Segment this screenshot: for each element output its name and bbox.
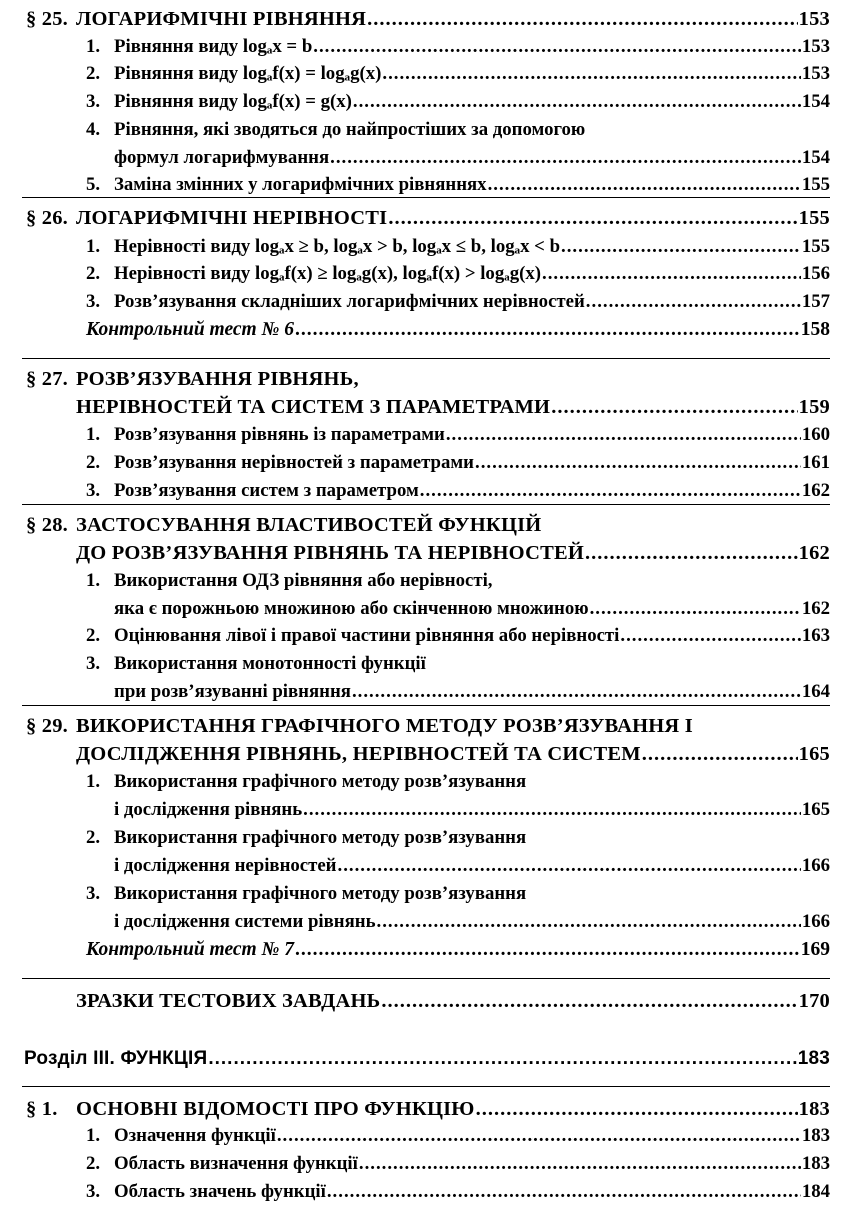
toc-line bbox=[26, 713, 830, 739]
toc-entry-number: 2. bbox=[86, 827, 101, 848]
toc-entry-number: 3. bbox=[86, 91, 101, 112]
toc-line-continuation bbox=[114, 145, 830, 171]
dot-leader bbox=[381, 988, 797, 1014]
dot-leader bbox=[420, 478, 801, 504]
toc-line bbox=[86, 623, 830, 649]
toc-line bbox=[76, 988, 830, 1014]
toc-entry-number: 4. bbox=[86, 119, 101, 140]
section-divider bbox=[22, 1086, 830, 1087]
toc-page-number: 153 bbox=[801, 63, 830, 84]
toc-entry-title-continuation: і дослідження нерівностей bbox=[114, 855, 337, 876]
toc-line-continuation bbox=[114, 909, 830, 935]
toc-entry-number: 1. bbox=[86, 771, 101, 792]
toc-line bbox=[86, 881, 830, 907]
toc-line-continuation bbox=[76, 741, 830, 767]
toc-page-number: 162 bbox=[801, 480, 830, 501]
dot-leader bbox=[295, 317, 800, 343]
toc-entry-title: Область значень функції bbox=[114, 1181, 326, 1202]
toc-entry-title-continuation: ДОСЛІДЖЕННЯ РІВНЯНЬ, НЕРІВНОСТЕЙ ТА СИСТЕМ bbox=[76, 743, 641, 765]
toc-entry-title: Розв’язування нерівностей з параметрами bbox=[114, 452, 474, 473]
dot-leader bbox=[542, 261, 801, 287]
toc-entry-title: Область визначення функції bbox=[114, 1153, 358, 1174]
dot-leader bbox=[488, 172, 801, 198]
toc-page-number: 154 bbox=[801, 147, 830, 168]
toc-entry-title: ЛОГАРИФМІЧНІ РІВНЯННЯ bbox=[76, 8, 367, 30]
toc-line bbox=[86, 1151, 830, 1177]
toc-entry-title: РОЗВ’ЯЗУВАННЯ РІВНЯНЬ, bbox=[76, 368, 359, 390]
toc-page-number: 183 bbox=[801, 1125, 830, 1146]
toc-entry-title: Розв’язування рівнянь із параметрами bbox=[114, 424, 445, 445]
toc-line bbox=[86, 317, 830, 343]
dot-leader bbox=[338, 853, 801, 879]
toc-page-number: 154 bbox=[801, 91, 830, 112]
toc-entry-title: ЗРАЗКИ ТЕСТОВИХ ЗАВДАНЬ bbox=[76, 990, 381, 1012]
toc-entry-number: 5. bbox=[86, 174, 101, 195]
toc-line bbox=[86, 234, 830, 260]
toc-entry-title: ЛОГАРИФМІЧНІ НЕРІВНОСТІ bbox=[76, 207, 388, 229]
toc-entry-number: § 28. bbox=[26, 514, 68, 536]
toc-line bbox=[86, 34, 830, 60]
toc-entry-number: 3. bbox=[86, 653, 101, 674]
dot-leader bbox=[446, 422, 801, 448]
dot-leader bbox=[377, 909, 801, 935]
dot-leader bbox=[353, 89, 801, 115]
toc-line-continuation bbox=[114, 596, 830, 622]
dot-leader bbox=[476, 1096, 798, 1122]
toc-entry-title: Використання монотонності функції bbox=[114, 653, 426, 674]
toc-entry-number: § 27. bbox=[26, 368, 68, 390]
toc-page-number: 163 bbox=[801, 625, 830, 646]
toc-entry-title: Використання графічного методу розв’язування bbox=[114, 771, 527, 792]
toc-entry-title-continuation: яка є порожньою множиною або скінченною множиною bbox=[114, 598, 589, 619]
toc-page-number: 183 bbox=[801, 1153, 830, 1174]
toc-line bbox=[86, 422, 830, 448]
toc-entry-title: Контрольний тест № 6 bbox=[86, 319, 295, 340]
section-divider bbox=[22, 978, 830, 979]
toc-entry-title: Розділ III. ФУНКЦІЯ bbox=[24, 1048, 208, 1069]
dot-leader bbox=[303, 797, 801, 823]
toc-page-number: 162 bbox=[798, 542, 830, 564]
dot-leader bbox=[367, 6, 797, 32]
toc-entry-number: 2. bbox=[86, 625, 101, 646]
toc-entry-title: Рівняння, які зводяться до найпростіших за допомогою bbox=[114, 119, 586, 140]
toc-line bbox=[86, 117, 830, 143]
dot-leader bbox=[561, 234, 801, 260]
toc-line-continuation bbox=[76, 540, 830, 566]
dot-leader bbox=[586, 289, 801, 315]
toc-entry-title-continuation: при розв’язуванні рівняння bbox=[114, 681, 351, 702]
toc-line bbox=[86, 450, 830, 476]
toc-line-continuation bbox=[76, 394, 830, 420]
dot-leader bbox=[295, 937, 800, 963]
toc-entry-title: Рівняння виду logₐf(x) = logₐg(x) bbox=[114, 63, 382, 84]
toc-entry-title: ЗАСТОСУВАННЯ ВЛАСТИВОСТЕЙ ФУНКЦІЙ bbox=[76, 514, 542, 536]
toc-entry-title-continuation: формул логарифмування bbox=[114, 147, 330, 168]
section-divider bbox=[22, 197, 830, 198]
toc-entry-title: Рівняння виду logₐx = b bbox=[114, 36, 313, 57]
dot-leader bbox=[551, 394, 797, 420]
toc-page-number: 170 bbox=[798, 990, 830, 1012]
toc-line bbox=[86, 172, 830, 198]
dot-leader bbox=[208, 1046, 796, 1072]
toc-line bbox=[86, 937, 830, 963]
dot-leader bbox=[642, 741, 798, 767]
toc-line bbox=[26, 205, 830, 231]
toc-entry-title: Нерівності виду logₐx ≥ b, logₐx > b, logₐx ≤ b, logₐx < b bbox=[114, 236, 561, 257]
toc-line-continuation bbox=[114, 853, 830, 879]
toc-entry-number: 3. bbox=[86, 1181, 101, 1202]
toc-line bbox=[86, 61, 830, 87]
toc-entry-number: 2. bbox=[86, 452, 101, 473]
toc-page-number: 158 bbox=[800, 319, 830, 340]
toc-entry-title: Розв’язування складніших логарифмічних нерівностей bbox=[114, 291, 585, 312]
section-divider bbox=[22, 358, 830, 359]
toc-line bbox=[86, 261, 830, 287]
toc-page-number: 169 bbox=[800, 939, 830, 960]
toc-page-number: 155 bbox=[801, 174, 830, 195]
toc-line bbox=[26, 1096, 830, 1122]
toc-page-number: 155 bbox=[798, 207, 830, 229]
toc-page-number: 157 bbox=[801, 291, 830, 312]
dot-leader bbox=[330, 145, 801, 171]
toc-line bbox=[86, 769, 830, 795]
toc-page-number: 153 bbox=[798, 8, 830, 30]
toc-line bbox=[86, 289, 830, 315]
toc-entry-title: Рівняння виду logₐf(x) = g(x) bbox=[114, 91, 352, 112]
toc-line bbox=[26, 6, 830, 32]
toc-page-number: 165 bbox=[798, 743, 830, 765]
toc-entry-number: 2. bbox=[86, 263, 101, 284]
toc-page-number: 165 bbox=[801, 799, 830, 820]
toc-entry-number: 1. bbox=[86, 36, 101, 57]
toc-line bbox=[26, 366, 830, 392]
dot-leader bbox=[475, 450, 801, 476]
toc-page-number: 166 bbox=[801, 855, 830, 876]
toc-page-number: 166 bbox=[801, 911, 830, 932]
toc-entry-number: 1. bbox=[86, 236, 101, 257]
toc-entry-number: § 1. bbox=[26, 1098, 58, 1120]
toc-line bbox=[24, 1046, 830, 1072]
toc-entry-number: 3. bbox=[86, 291, 101, 312]
toc-entry-title: Використання графічного методу розв’язування bbox=[114, 883, 527, 904]
toc-line bbox=[86, 825, 830, 851]
toc-entry-title: Заміна змінних у логарифмічних рівняннях bbox=[114, 174, 487, 195]
toc-entry-number: § 29. bbox=[26, 715, 68, 737]
toc-line bbox=[86, 1179, 830, 1205]
dot-leader bbox=[359, 1151, 801, 1177]
toc-entry-title-continuation: і дослідження рівнянь bbox=[114, 799, 303, 820]
toc-entry-number: 2. bbox=[86, 1153, 101, 1174]
toc-line bbox=[86, 568, 830, 594]
toc-line bbox=[86, 89, 830, 115]
toc-entry-title: Оцінювання лівої і правої частини рівняння або нерівності bbox=[114, 625, 620, 646]
dot-leader bbox=[388, 205, 797, 231]
toc-entry-title: Нерівності виду logₐf(x) ≥ logₐg(x), logₐf(x) > logₐg(x) bbox=[114, 263, 541, 284]
toc-page-number: 162 bbox=[801, 598, 830, 619]
toc-entry-number: 3. bbox=[86, 883, 101, 904]
toc-entry-number: 1. bbox=[86, 424, 101, 445]
toc-entry-title: Використання ОДЗ рівняння або нерівності, bbox=[114, 570, 493, 591]
toc-entry-title: Розв’язування систем з параметром bbox=[114, 480, 419, 501]
toc-page-number: 183 bbox=[798, 1098, 830, 1120]
toc-entry-number: § 26. bbox=[26, 207, 68, 229]
dot-leader bbox=[327, 1179, 801, 1205]
toc-line bbox=[86, 651, 830, 677]
toc-page-number: 184 bbox=[801, 1181, 830, 1202]
dot-leader bbox=[352, 679, 801, 705]
toc-entry-number: 1. bbox=[86, 570, 101, 591]
toc-entry-title-continuation: НЕРІВНОСТЕЙ ТА СИСТЕМ З ПАРАМЕТРАМИ bbox=[76, 396, 551, 418]
dot-leader bbox=[277, 1123, 801, 1149]
dot-leader bbox=[585, 540, 798, 566]
dot-leader bbox=[620, 623, 800, 649]
toc-entry-number: § 25. bbox=[26, 8, 68, 30]
toc-page-number: 161 bbox=[801, 452, 830, 473]
toc-entry-number: 3. bbox=[86, 480, 101, 501]
toc-line bbox=[86, 478, 830, 504]
toc-line bbox=[26, 512, 830, 538]
toc-entry-title-continuation: і дослідження системи рівнянь bbox=[114, 911, 376, 932]
dot-leader bbox=[382, 61, 800, 87]
dot-leader bbox=[313, 34, 801, 60]
dot-leader bbox=[590, 596, 801, 622]
toc-entry-number: 1. bbox=[86, 1125, 101, 1146]
toc-entry-title: Використання графічного методу розв’язування bbox=[114, 827, 527, 848]
toc-line-continuation bbox=[114, 797, 830, 823]
toc-page-number: 183 bbox=[797, 1048, 830, 1069]
section-divider bbox=[22, 504, 830, 505]
toc-page-number: 156 bbox=[801, 263, 830, 284]
toc-entry-title: ОСНОВНІ ВІДОМОСТІ ПРО ФУНКЦІЮ bbox=[76, 1098, 475, 1120]
toc-entry-title: ВИКОРИСТАННЯ ГРАФІЧНОГО МЕТОДУ РОЗВ’ЯЗУВАННЯ І bbox=[76, 715, 693, 737]
toc-entry-title: Контрольний тест № 7 bbox=[86, 939, 295, 960]
toc-entry-title: Означення функції bbox=[114, 1125, 276, 1146]
toc-page-number: 164 bbox=[801, 681, 830, 702]
toc-page-number: 155 bbox=[801, 236, 830, 257]
toc-page-number: 153 bbox=[801, 36, 830, 57]
toc-line-continuation bbox=[114, 679, 830, 705]
toc-entry-title-continuation: ДО РОЗВ’ЯЗУВАННЯ РІВНЯНЬ ТА НЕРІВНОСТЕЙ bbox=[76, 542, 584, 564]
toc-page-number: 159 bbox=[798, 396, 830, 418]
section-divider bbox=[22, 705, 830, 706]
toc-page-number: 160 bbox=[801, 424, 830, 445]
toc-entry-number: 2. bbox=[86, 63, 101, 84]
toc-line bbox=[86, 1123, 830, 1149]
